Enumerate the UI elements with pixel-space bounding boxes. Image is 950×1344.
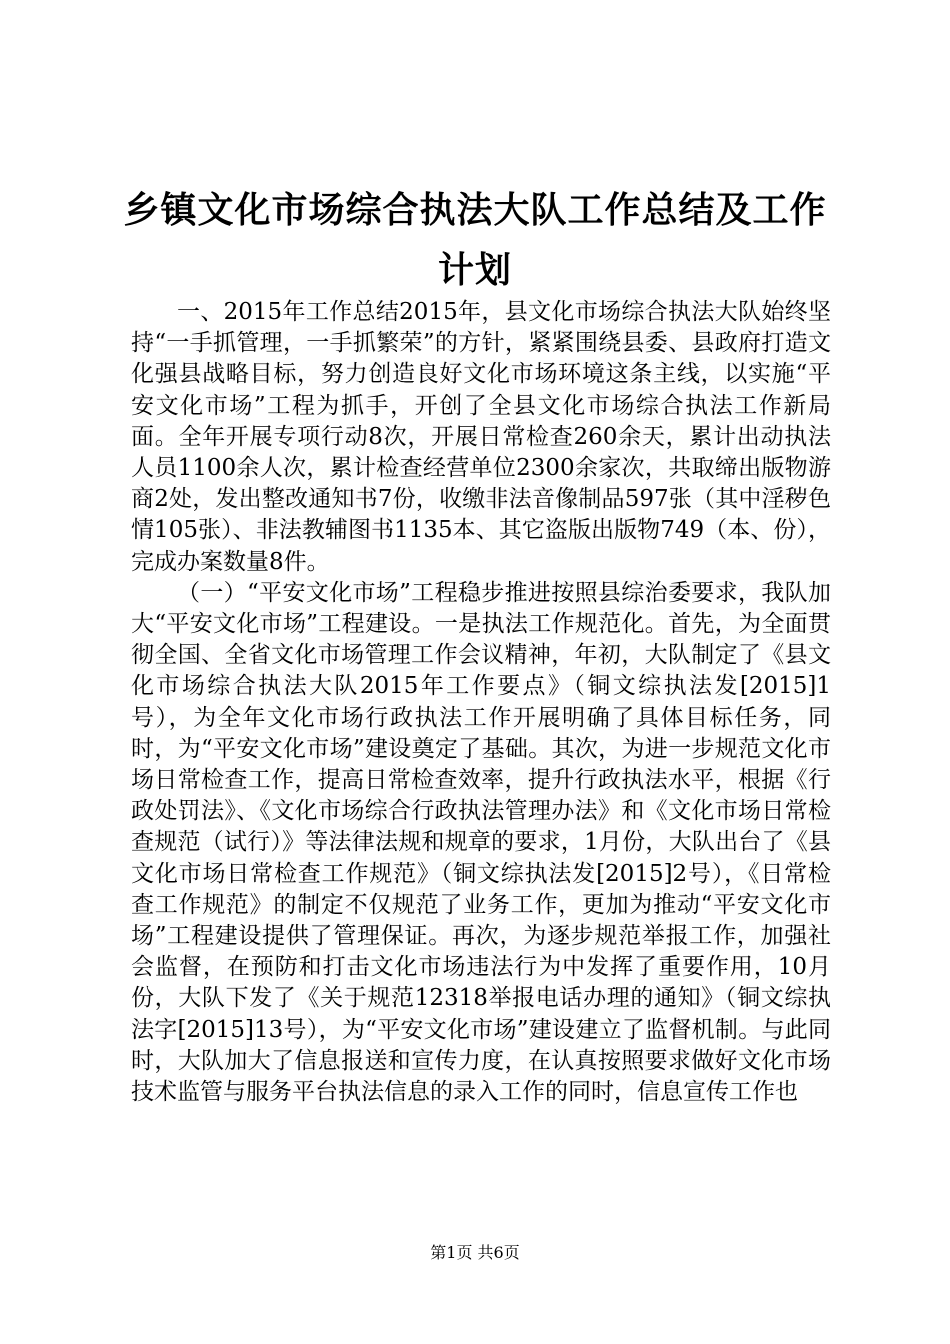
paragraph-safe-market: （一）“平安文化市场”工程稳步推进按照县综治委要求，我队加大“平安文化市场”工程建设。一是执法工作规范化。首先，为全面贯彻全国、全省文化市场管理工作会议精神，年初，大队制定了《县文化市场综合执法大队2015年工作要点》（铜文综执法发[2015]1号），为全年文化市场行政执法工作开展明确了具体目标任务，同时，为“平安文化市场”建设奠定了基础。其次，为进一步规范文化市场日常检查工作，提高日常检查效率，提升行政执法水平，根据《行政处罚法》、《文化市场综合行政执法管理办法》和《文化市场日常检查规范（试行）》等法律法规和规章的要求，1月份，大队出台了《县文化市场日常检查工作规范》（铜文综执法发[2015]2号），《日常检查工作规范》的制定不仅规范了业务工作，更加为推动“平安文化市场”工程建设提供了管理保证。再次，为逐步规范举报工作，加强社会监督，在预防和打击文化市场违法行为中发挥了重要作用，10月份，大队下发了《关于规范12318举报电话办理的通知》（铜文综执法字[2015]13号），为“平安文化市场”建设建立了监督机制。与此同时，大队加大了信息报送和宣传力度，在认真按照要求做好文化市场技术监管与服务平台执法信息的录入工作的同时，信息宣传工作也 bbox=[131, 579, 831, 1106]
document-body bbox=[131, 297, 831, 1108]
page-number-footer: 第1页 共6页 bbox=[430, 1243, 520, 1262]
document-title: 乡镇文化市场综合执法大队工作总结及工作计划 bbox=[123, 189, 827, 291]
paragraph-summary: 一、2015年工作总结2015年，县文化市场综合执法大队始终坚持“一手抓管理，一手抓繁荣”的方针，紧紧围绕县委、县政府打造文化强县战略目标，努力创造良好文化市场环境这条主线，以实施“平安文化市场”工程为抓手，开创了全县文化市场综合执法工作新局面。全年开展专项行动8次，开展日常检查260余天，累计出动执法人员1100余人次，累计检查经营单位2300余家次，共取缔出版物游商2处，发出整改通知书7份，收缴非法音像制品597张（其中淫秽色情105张）、非法教辅图书1135本、其它盗版出版物749（本、份），完成办案数量8件。 bbox=[131, 299, 831, 575]
